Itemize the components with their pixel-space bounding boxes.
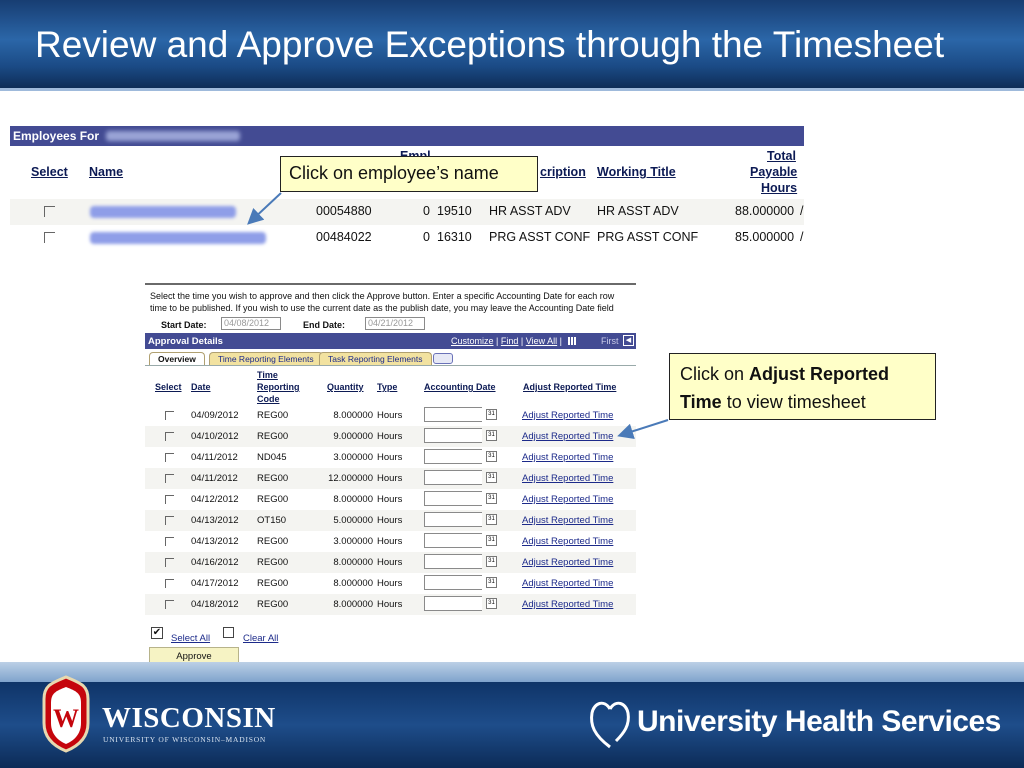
col-payable[interactable]: Payable: [750, 165, 798, 179]
link-separator: |: [559, 336, 562, 346]
row-trc: REG00: [257, 599, 289, 610]
job-code: 19510: [437, 204, 472, 218]
row-checkbox[interactable]: [165, 516, 174, 525]
row-quantity: 3.000000: [333, 536, 373, 547]
col-adjust[interactable]: Adjust Reported Time: [523, 382, 617, 392]
col-total[interactable]: Total: [767, 149, 796, 163]
approval-row: [145, 405, 636, 426]
calendar-icon[interactable]: 31: [486, 514, 497, 525]
calendar-icon[interactable]: 31: [486, 409, 497, 420]
row-trc: REG00: [257, 431, 289, 442]
row-date: 04/13/2012: [191, 536, 239, 547]
callout-suffix: to view timesheet: [721, 392, 866, 412]
calendar-icon[interactable]: 31: [486, 535, 497, 546]
col-type[interactable]: Type: [377, 382, 398, 392]
uhs-heart-icon: [588, 695, 632, 751]
row-checkbox[interactable]: [165, 453, 174, 462]
tab-task-reporting-elements[interactable]: Task Reporting Elements: [319, 352, 432, 365]
calendar-icon[interactable]: 31: [486, 556, 497, 567]
approve-button[interactable]: Approve: [149, 647, 239, 666]
col-hours[interactable]: Hours: [761, 181, 798, 195]
adjust-reported-time-link[interactable]: Adjust Reported Time: [522, 473, 614, 484]
adjust-reported-time-link[interactable]: Adjust Reported Time: [522, 536, 614, 547]
tab-bar: [145, 351, 636, 366]
accounting-date-input[interactable]: [424, 512, 482, 527]
col-description[interactable]: cription: [540, 165, 586, 179]
slide-title: Review and Approve Exceptions through the Timesheet: [35, 24, 945, 65]
row-quantity: 8.000000: [333, 494, 373, 505]
calendar-icon[interactable]: 31: [486, 577, 497, 588]
end-date-label: End Date:: [303, 320, 346, 330]
link-separator: |: [496, 336, 499, 346]
first-label: First: [601, 336, 619, 346]
show-all-columns-icon[interactable]: [433, 353, 453, 364]
empl-id: 00054880: [316, 204, 372, 218]
row-type: Hours: [377, 536, 403, 547]
row-checkbox[interactable]: [165, 558, 174, 567]
tab-time-reporting-elements[interactable]: Time Reporting Elements: [209, 352, 323, 365]
row-checkbox[interactable]: [165, 474, 174, 483]
adjust-reported-time-link[interactable]: Adjust Reported Time: [522, 578, 614, 589]
row-date: 04/10/2012: [191, 431, 239, 442]
description: PRG ASST CONF: [489, 230, 591, 244]
row-date: 04/11/2012: [191, 452, 238, 463]
col-select[interactable]: Select: [155, 382, 182, 392]
row-date: 04/09/2012: [191, 410, 239, 421]
employee-name-link[interactable]: [90, 206, 236, 218]
description: HR ASST ADV: [489, 204, 571, 218]
working-title: PRG ASST CONF: [597, 230, 699, 244]
row-quantity: 8.000000: [333, 410, 373, 421]
adjust-reported-time-link[interactable]: Adjust Reported Time: [522, 452, 614, 463]
tab-overview[interactable]: Overview: [149, 352, 205, 365]
accounting-date-input[interactable]: [424, 596, 482, 611]
payable-hours: 85.000000: [735, 230, 795, 244]
accounting-date-input[interactable]: [424, 533, 482, 548]
col-trc-1[interactable]: Time: [257, 370, 278, 380]
row-trc: REG00: [257, 494, 289, 505]
adjust-reported-time-link[interactable]: Adjust Reported Time: [522, 410, 614, 421]
row-trail: /: [800, 230, 804, 244]
job-code: 16310: [437, 230, 472, 244]
redacted-manager-name: [106, 131, 240, 141]
adjust-reported-time-link[interactable]: Adjust Reported Time: [522, 557, 614, 568]
employee-row: [10, 225, 804, 251]
row-trc: REG00: [257, 578, 289, 589]
instructions-line-2: time to be published. If you wish to use the current date as the publish date, you may leave the Accounting Date field: [150, 303, 614, 313]
accounting-date-input[interactable]: [424, 428, 482, 443]
row-type: Hours: [377, 431, 403, 442]
clear-all-link[interactable]: Clear All: [243, 633, 279, 644]
end-date-field: 04/21/2012: [365, 317, 425, 330]
link-separator: |: [520, 336, 524, 346]
callout-prefix: Click on: [680, 364, 750, 384]
row-type: Hours: [377, 494, 403, 505]
accounting-date-input[interactable]: [424, 554, 482, 569]
row-date: 04/11/2012: [191, 473, 238, 484]
col-date[interactable]: Date: [191, 382, 211, 392]
calendar-icon[interactable]: 31: [486, 451, 497, 462]
approval-row: [145, 594, 636, 615]
row-date: 04/18/2012: [191, 599, 239, 610]
employee-row: [10, 199, 804, 225]
approval-details-bar: [145, 333, 636, 349]
uhs-wordmark: University Health Services: [637, 705, 1001, 738]
row-checkbox[interactable]: [165, 537, 174, 546]
approval-details-title: Approval Details: [148, 336, 223, 347]
accounting-date-input[interactable]: [424, 407, 482, 422]
approval-row: [145, 426, 636, 447]
approval-row: [145, 510, 636, 531]
callout-bold: Adjust Reported Time: [680, 364, 890, 412]
row-checkbox[interactable]: [44, 232, 55, 243]
wisconsin-wordmark: WISCONSIN: [102, 702, 276, 734]
approval-row: [145, 468, 636, 489]
col-name[interactable]: Name: [89, 165, 124, 179]
empl-id: 00484022: [316, 230, 372, 244]
adjust-reported-time-link[interactable]: Adjust Reported Time: [522, 431, 614, 442]
row-type: Hours: [377, 599, 403, 610]
employee-name-link[interactable]: [90, 232, 266, 244]
row-trc: REG00: [257, 536, 289, 547]
approval-row: [145, 447, 636, 468]
working-title: HR ASST ADV: [597, 204, 679, 218]
calendar-icon[interactable]: 31: [486, 430, 497, 441]
grid-links: [451, 336, 577, 346]
wisconsin-subtitle: UNIVERSITY OF WISCONSIN–MADISON: [103, 735, 267, 744]
row-trail: /: [800, 204, 804, 218]
start-date-label: Start Date:: [161, 320, 207, 330]
prev-arrow-icon[interactable]: ◀: [623, 335, 634, 346]
row-checkbox[interactable]: [165, 411, 174, 420]
row-quantity: 12.000000: [328, 473, 373, 484]
download-grid-icon[interactable]: [568, 337, 577, 345]
view-all-link[interactable]: View All: [525, 336, 558, 346]
row-type: Hours: [377, 473, 403, 484]
row-trc: REG00: [257, 410, 289, 421]
footer-stripe: [0, 662, 1024, 682]
adjust-reported-time-link[interactable]: Adjust Reported Time: [522, 494, 614, 505]
empl-rcd: 0: [423, 230, 430, 244]
payable-hours: 88.000000: [735, 204, 795, 218]
col-select[interactable]: Select: [31, 165, 68, 179]
clear-all-checkbox[interactable]: [223, 627, 234, 638]
approval-row: [145, 552, 636, 573]
instructions: [150, 290, 636, 314]
accounting-date-input[interactable]: [424, 449, 482, 464]
panel-top-border: [145, 283, 636, 285]
approval-panel: [145, 283, 636, 668]
row-checkbox[interactable]: [165, 432, 174, 441]
slide-header: [0, 0, 1024, 91]
col-trc-2[interactable]: Reporting: [257, 382, 300, 392]
select-all-link[interactable]: Select All: [171, 633, 211, 644]
find-link[interactable]: Find: [500, 336, 519, 346]
row-date: 04/17/2012: [191, 578, 239, 589]
approval-row: [145, 573, 636, 594]
col-working-title[interactable]: Working Title: [597, 165, 676, 179]
row-date: 04/13/2012: [191, 515, 239, 526]
row-quantity: 8.000000: [333, 557, 373, 568]
employees-header-bar: [10, 126, 804, 146]
callout-adjust-reported-time: [669, 353, 936, 420]
accounting-date-input[interactable]: [424, 470, 482, 485]
adjust-reported-time-link[interactable]: Adjust Reported Time: [522, 515, 614, 526]
row-checkbox[interactable]: [44, 206, 55, 217]
row-checkbox[interactable]: [165, 600, 174, 609]
uw-crest-icon: [42, 675, 90, 753]
accounting-date-input[interactable]: [424, 575, 482, 590]
row-type: Hours: [377, 578, 403, 589]
crest-letter: W: [53, 704, 79, 733]
row-quantity: 9.000000: [333, 431, 373, 442]
row-trc: REG00: [257, 557, 289, 568]
row-type: Hours: [377, 515, 403, 526]
customize-link[interactable]: Customize: [451, 336, 494, 346]
calendar-icon[interactable]: 31: [486, 472, 497, 483]
calendar-icon[interactable]: 31: [486, 493, 497, 504]
row-trc: ND045: [257, 452, 287, 463]
row-trc: OT150: [257, 515, 287, 526]
row-date: 04/12/2012: [191, 494, 239, 505]
col-trc-3[interactable]: Code: [257, 394, 280, 404]
empl-rcd: 0: [423, 204, 430, 218]
row-date: 04/16/2012: [191, 557, 239, 568]
row-type: Hours: [377, 557, 403, 568]
employees-title: Employees For: [13, 129, 100, 143]
row-type: Hours: [377, 452, 403, 463]
approval-row: [145, 531, 636, 552]
col-quantity[interactable]: Quantity: [327, 382, 364, 392]
row-quantity: 8.000000: [333, 578, 373, 589]
row-quantity: 8.000000: [333, 599, 373, 610]
row-trc: REG00: [257, 473, 289, 484]
callout-employee-name: Click on employee’s name: [280, 156, 538, 192]
row-type: Hours: [377, 410, 403, 421]
row-quantity: 5.000000: [333, 515, 373, 526]
approval-row: [145, 489, 636, 510]
row-quantity: 3.000000: [333, 452, 373, 463]
calendar-icon[interactable]: 31: [486, 598, 497, 609]
accounting-date-input[interactable]: [424, 491, 482, 506]
instructions-line-1: Select the time you wish to approve and then click the Approve button. Enter a specific Accounting Date for each row: [150, 291, 615, 301]
adjust-reported-time-link[interactable]: Adjust Reported Time: [522, 599, 614, 610]
start-date-field: 04/08/2012: [221, 317, 281, 330]
row-checkbox[interactable]: [165, 579, 174, 588]
row-checkbox[interactable]: [165, 495, 174, 504]
select-all-checkbox[interactable]: ✔: [152, 627, 162, 638]
col-accounting-date[interactable]: Accounting Date: [424, 382, 496, 392]
